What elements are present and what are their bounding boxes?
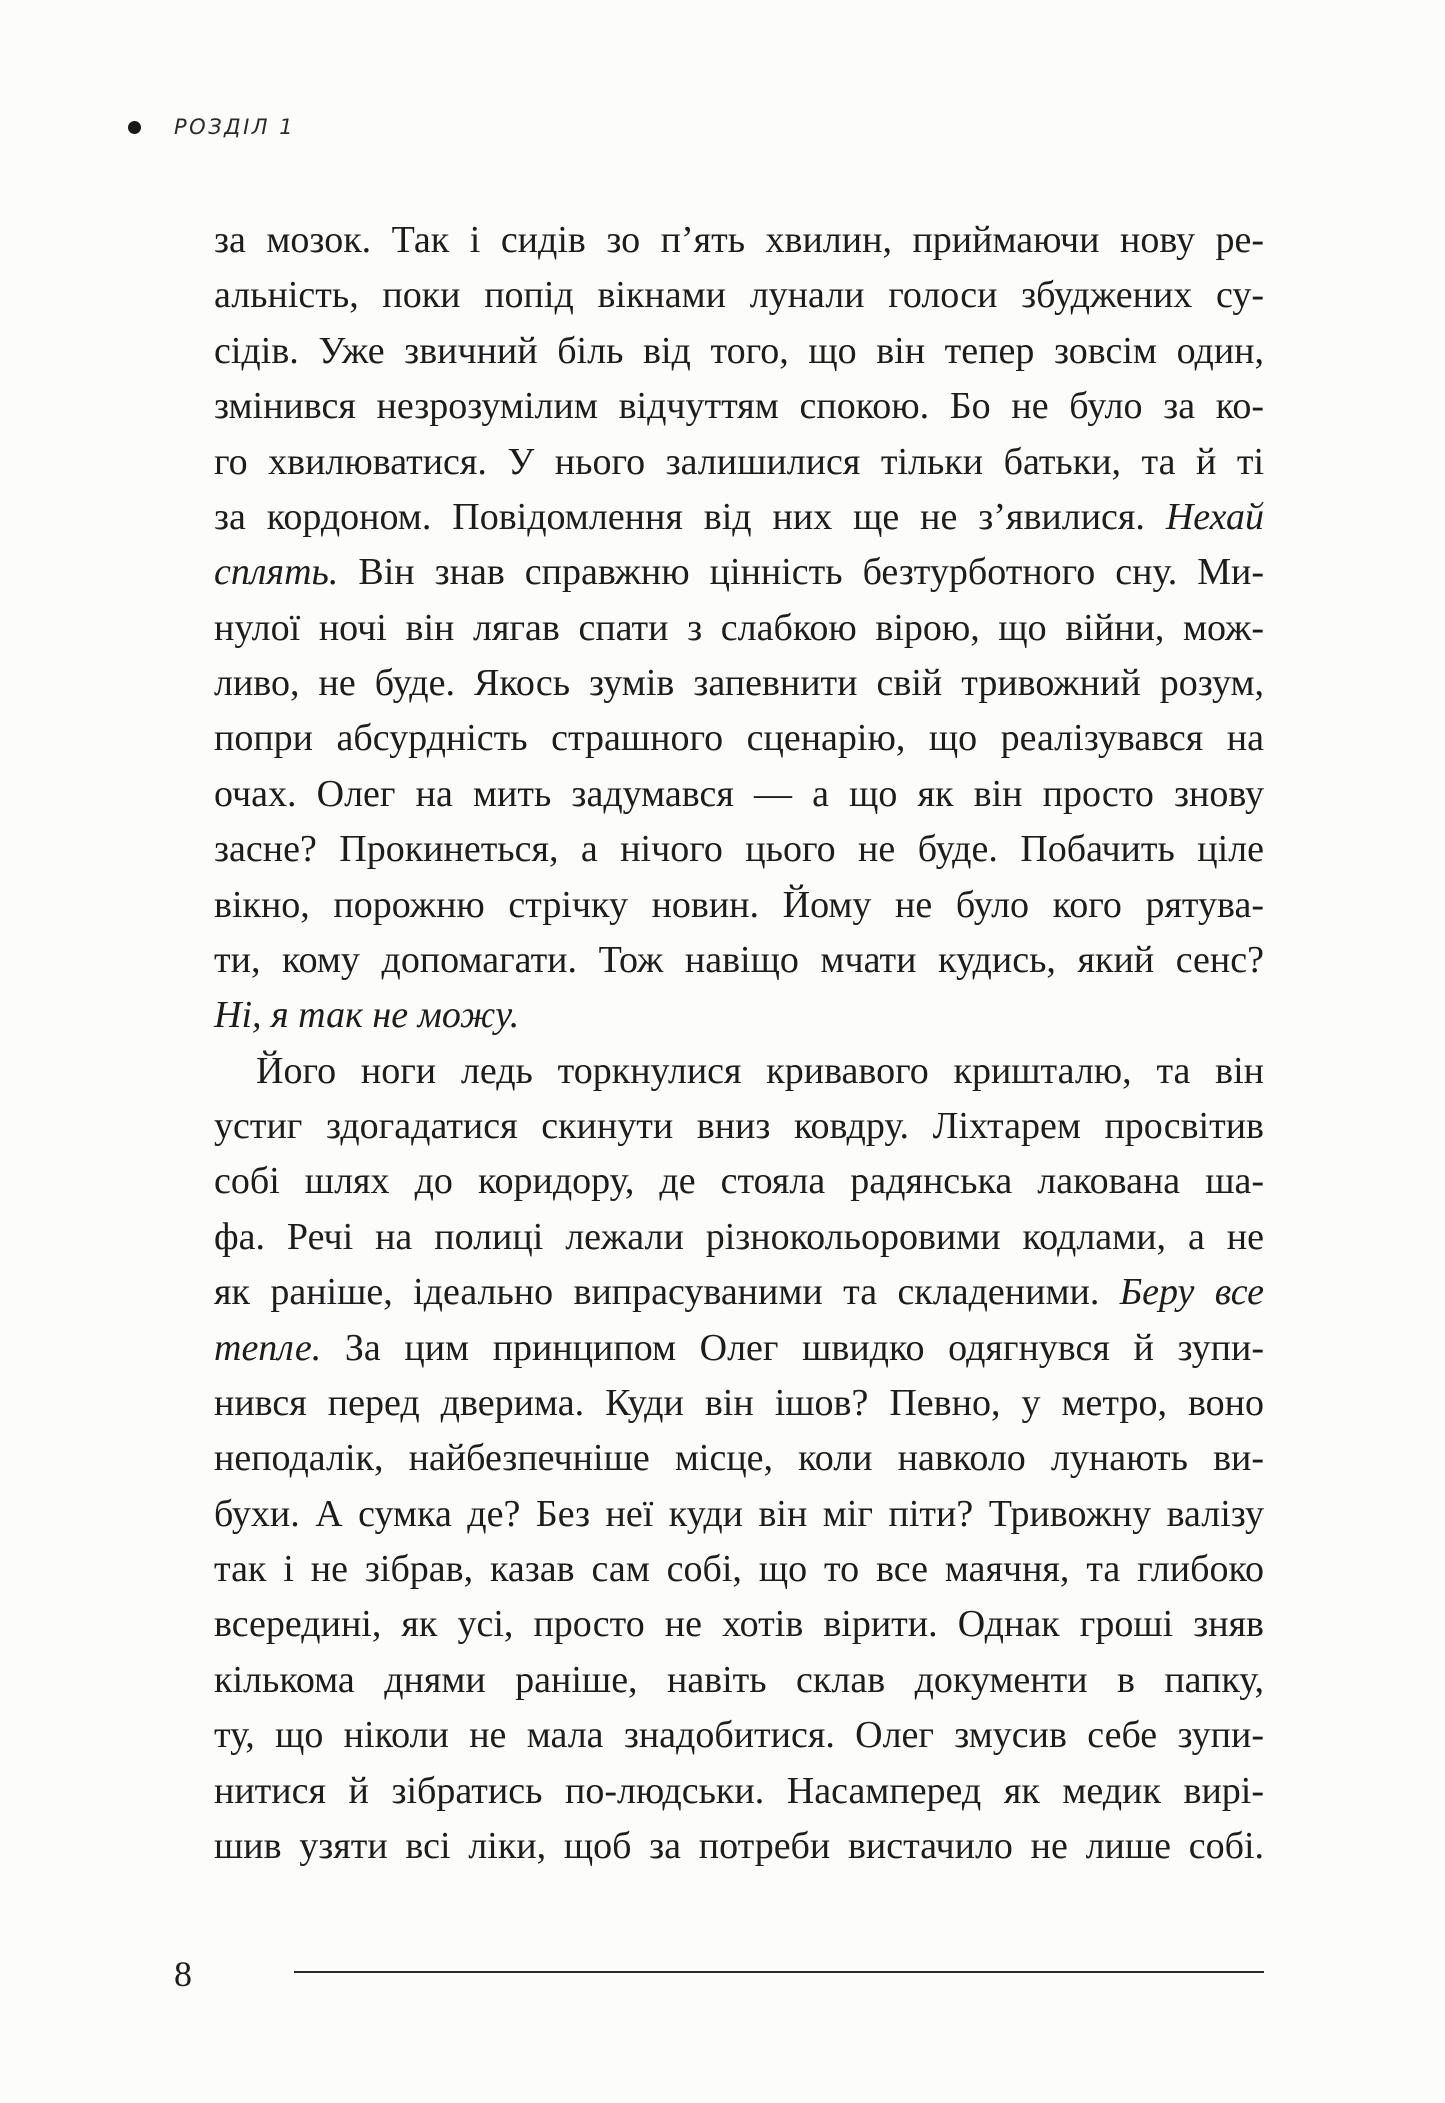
text-line	[214, 1210, 1264, 1265]
text-run: го хвилюватися. У нього залишилися тільки батьки, та й ті	[214, 440, 1264, 483]
text-run: очах. Олег на мить задумався — а що як він просто знову	[214, 772, 1264, 815]
text-run: устиг здогадатися скинути вниз ковдру. Ліхтарем просвітив	[214, 1105, 1264, 1147]
text-line	[214, 1542, 1264, 1597]
text-line	[214, 490, 1264, 545]
text-line	[214, 933, 1264, 988]
text-run: шив узяти всі ліки, щоб за потреби вистачило не лише собі.	[214, 1824, 1264, 1867]
text-run: вікно, порожню стрічку новин. Йому не було кого рятува-	[214, 883, 1264, 926]
text-run: неподалік, найбезпечніше місце, коли навколо лунають ви-	[214, 1437, 1264, 1480]
text-line	[214, 878, 1264, 933]
text-run: фа. Речі на полиці лежали різнокольоровими кодлами, а не	[214, 1215, 1264, 1258]
text-line	[214, 767, 1264, 822]
text-run: засне? Прокинеться, а нічого цього не буде. Побачить ціле	[214, 828, 1264, 871]
text-line	[214, 711, 1264, 766]
footer-rule	[294, 1971, 1264, 1973]
text-line	[214, 1044, 1264, 1099]
text-run: за мозок. Так і сидів зо п’ять хвилин, приймаючи нову ре-	[214, 219, 1264, 261]
text-run: всередині, як усі, просто не хотів вірити. Однак гроші зняв	[214, 1603, 1264, 1646]
text-line	[214, 1653, 1264, 1708]
text-line	[214, 1819, 1264, 1874]
text-run: ти, кому допомагати. Тож навіщо мчати кудись, який сенс?	[214, 938, 1264, 981]
chapter-bullet-icon	[128, 121, 141, 134]
text-line	[214, 822, 1264, 877]
text-line	[214, 1265, 1264, 1320]
text-line	[214, 1764, 1264, 1819]
text-line	[214, 1431, 1264, 1486]
text-run: сідів. Уже звичний біль від того, що він тепер зовсім один,	[214, 329, 1264, 372]
text-run: так і не зібрав, казав сам собі, що то все маячня, та глибоко	[214, 1548, 1264, 1590]
page-number: 8	[174, 1954, 192, 1994]
text-run: ту, що ніколи не мала знадобитися. Олег змусив себе зупи-	[214, 1714, 1264, 1757]
text-line	[214, 1376, 1264, 1431]
text-run: нився перед дверима. Куди він ішов? Певно, у метро, воно	[214, 1381, 1264, 1424]
emphasized-text: Беру все	[1119, 1271, 1265, 1314]
text-run: бухи. А сумка де? Без неї куди він міг піти? Тривожну валізу	[214, 1492, 1264, 1535]
text-line	[214, 1154, 1264, 1209]
text-line	[214, 213, 1264, 268]
text-run: Його ноги ледь торкнулися кривавого кришталю, та він	[256, 1049, 1264, 1092]
text-run: Він знав справжню цінність безтурботного сну. Ми-	[338, 551, 1264, 594]
text-run: змінився незрозумілим відчуттям спокою. Бо не було за ко-	[214, 385, 1264, 428]
text-run: нитися й зібратись по-людськи. Насамперед як медик вирі-	[214, 1769, 1264, 1812]
text-run: за кордоном. Повідомлення від них ще не з’явилися.	[214, 495, 1166, 538]
chapter-label: РОЗДІЛ 1	[174, 115, 296, 139]
text-run: ливо, не буде. Якось зумів запевнити свій тривожний розум,	[214, 662, 1264, 704]
text-line	[214, 1487, 1264, 1542]
text-run: кількома днями раніше, навіть склав документи в папку,	[214, 1658, 1264, 1701]
text-line	[214, 268, 1264, 323]
emphasized-text: сплять.	[214, 551, 339, 594]
text-line	[214, 988, 1264, 1043]
text-line	[214, 324, 1264, 379]
emphasized-text: Нехай	[1165, 495, 1264, 538]
text-run: нулої ночі він лягав спати з слабкою вірою, що війни, мож-	[214, 606, 1264, 649]
text-line	[214, 1321, 1264, 1376]
text-line	[214, 1099, 1264, 1154]
text-run: собі шлях до коридору, де стояла радянська лакована ша-	[214, 1160, 1264, 1203]
paragraph	[214, 1044, 1264, 1875]
text-line	[214, 1597, 1264, 1652]
text-run: альність, поки попід вікнами лунали голоси збуджених су-	[214, 274, 1264, 317]
text-line	[214, 545, 1264, 600]
body-text	[214, 213, 1264, 1874]
text-run: попри абсурдність страшного сценарію, що реалізувався на	[214, 717, 1264, 760]
paragraph	[214, 213, 1264, 1044]
text-line	[214, 435, 1264, 490]
text-line	[214, 1708, 1264, 1763]
text-run: За цим принципом Олег швидко одягнувся й зупи-	[321, 1326, 1264, 1369]
emphasized-text: тепле.	[214, 1326, 322, 1369]
text-line	[214, 601, 1264, 656]
emphasized-text: Ні, я так не можу.	[214, 994, 520, 1037]
text-line	[214, 656, 1264, 711]
text-run: як раніше, ідеально випрасуваними та складеними.	[214, 1271, 1120, 1314]
text-line	[214, 379, 1264, 434]
